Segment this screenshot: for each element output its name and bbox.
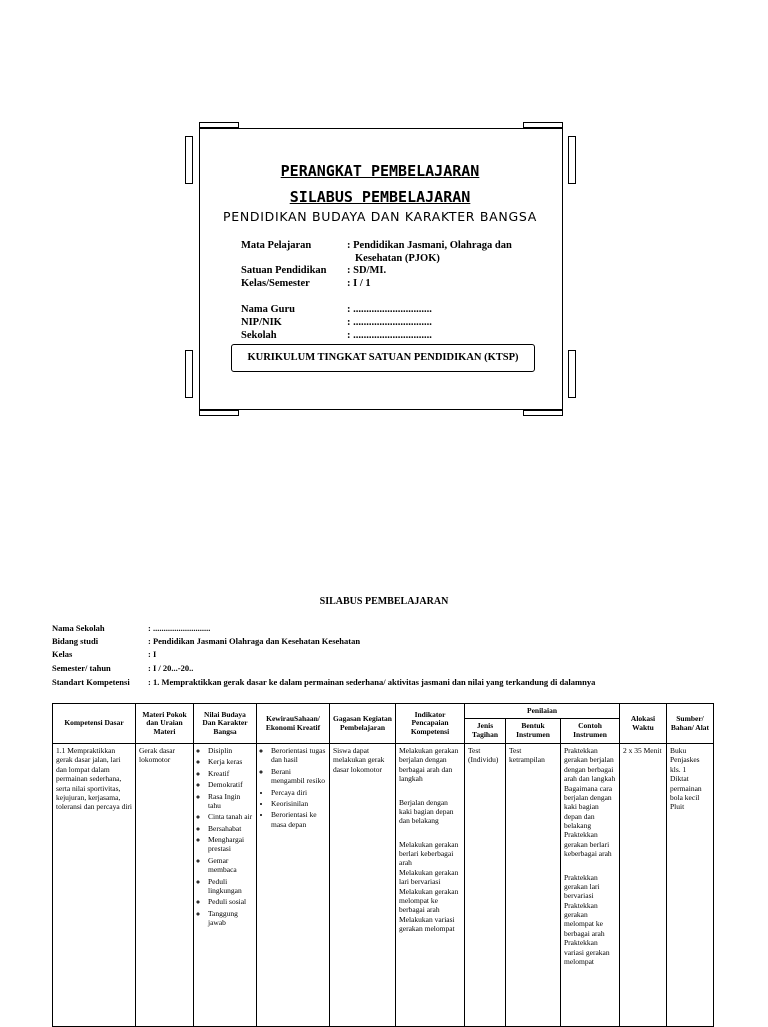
silabus-table [52,703,714,1027]
corner-deco-br-v [568,350,576,398]
kewira-list-disc [260,788,326,830]
silabus-title: SILABUS PEMBELAJARAN [319,596,449,607]
meta-label: Semester/ tahun [52,663,111,673]
list-item: • Percaya diri [271,788,326,797]
contoh-item: Bagaimana cara berjalan dengan kaki bagian depan dan belakang [564,783,613,830]
list-item: • Keorisinilan [271,799,326,808]
contoh-item: Praktekkan gerakan berlari keberbagai arah [564,830,612,859]
info-value: : .............................. [347,330,432,341]
table-header-row [53,704,714,719]
info-label: Kelas/Semester [241,278,310,289]
header-kewirausahaan: KewirauSahaan/ Ekonomi Kreatif [257,704,330,744]
indikator-item: Melakukan gerakan lari bervariasi [399,867,459,887]
cover-title: PERANGKAT PEMBELAJARAN [280,162,480,180]
corner-deco-bl-h [199,410,239,416]
contoh-item: Praktekkan gerakan lari bervariasi [564,872,600,901]
info-label: Nama Guru [241,304,295,315]
info-value: : .............................. [347,317,432,328]
cell-alokasi: 2 x 35 Menit [620,744,667,1027]
cell-kompetensi: 1.1 Mempraktikkan gerak dasar jalan, lari dan lompat dalam permainan sederhana, serta nilai sportivitas, kejujuran, kerjasama, toleransi dan percaya diri [53,744,136,1027]
cell-gagasan: Siswa dapat melakukan gerak dasar lokomotor [330,744,396,1027]
cover-subtitle: SILABUS PEMBELAJARAN [289,188,471,206]
cell-jenis: Test (Individu) [465,744,506,1027]
indikator-item: Berjalan dengan kaki bagian depan dan belakang [399,797,454,826]
meta-nama-sekolah [52,623,210,633]
indikator-item: Melakukan gerakan berlari keberbagai arah [399,839,459,868]
meta-label: Nama Sekolah [52,623,105,633]
cell-materi: Gerak dasar lokomotor [136,744,194,1027]
meta-value: : ........................... [148,623,211,633]
contoh-item: Praktekkan variasi gerakan melompat [564,938,610,966]
header-alokasi: Alokasi Waktu [620,704,667,744]
meta-standart-kompetensi [52,677,595,687]
cell-kewirausahaan [257,744,330,1027]
cell-contoh [561,744,620,1027]
meta-value: : I [148,649,157,659]
list-item: ◦ Tanggung jawab [208,909,253,928]
header-bentuk: Bentuk Instrumen [506,719,561,744]
corner-deco-br-h [523,410,563,416]
info-label: NIP/NIK [241,317,282,328]
list-item: ◦ Peduli sosial [208,897,253,906]
sumber-item: Buku Penjaskes kls. 1 [670,746,700,774]
header-gagasan: Gagasan Kegiatan Pembelajaran [330,704,396,744]
table-row [53,744,714,1027]
header-kompetensi: Kompetensi Dasar [53,704,136,744]
cell-bentuk: Test ketrampilan [506,744,561,1027]
list-item: ◦ Disiplin [208,746,253,755]
list-item: ◦ Berani mengambil resiko [271,767,326,786]
header-materi: Materi Pokok dan Uraian Materi [136,704,194,744]
list-item: ◦ Kreatif [208,769,253,778]
list-item: ◦ Gemar membaca [208,856,253,875]
curriculum-box: KURIKULUM TINGKAT SATUAN PENDIDIKAN (KTSP) [231,344,535,372]
list-item: ◦ Peduli lingkungan [208,877,253,896]
meta-value: : I / 20...-20.. [148,663,194,673]
info-value: : I / 1 [347,278,371,289]
meta-value: : 1. Mempraktikkan gerak dasar ke dalam permainan sederhana/ aktivitas jasmani dan nilai yang terkandung di dalamnya [148,677,596,687]
indikator-item: Melakukan gerakan melompat ke berbagai arah [399,886,459,915]
info-label: Sekolah [241,330,277,341]
meta-label: Bidang studi [52,636,99,646]
meta-value: : Pendidikan Jasmani Olahraga dan Kesehatan Kesehatan [148,636,361,646]
list-item: ◦ Berorientasi tugas dan hasil [271,746,326,765]
nilai-list [197,746,253,927]
meta-semester [52,663,193,673]
cover-subject-heading: PENDIDIKAN BUDAYA DAN KARAKTER BANGSA [223,209,537,224]
corner-deco-tl-h [199,122,239,128]
cell-indikator [396,744,465,1027]
meta-label: Standart Kompetensi [52,677,130,687]
contoh-item: Praktekkan gerakan berjalan dengan berbagai arah dan langkah [564,746,616,784]
header-indikator: Indikator Pencapaian Kompetensi [396,704,465,744]
indikator-item: Melakukan gerakan berjalan dengan berbagai arah dan langkah [399,746,459,784]
header-contoh: Contoh Instrumen [561,719,620,744]
header-jenis: Jenis Tagihan [465,719,506,744]
info-label: Satuan Pendidikan [241,265,327,276]
header-penilaian: Penilaian [465,704,620,719]
list-item: ◦ Cinta tanah air [208,812,253,821]
info-value: : SD/MI. [347,265,387,276]
list-item: ◦ Kerja keras [208,757,253,766]
cell-sumber [667,744,714,1027]
cell-nilai [194,744,257,1027]
list-item: ◦ Bersahabat [208,824,253,833]
sumber-item: Diktat permainan bola kecil [670,774,702,802]
info-label: Mata Pelajaran [241,240,312,251]
indikator-item: Melakukan variasi gerakan melompat [399,914,455,933]
info-value: : Pendidikan Jasmani, Olahraga dan [347,240,512,251]
list-item: • Berorientasi ke masa depan [271,810,326,829]
sumber-item: Pluit [670,802,685,812]
info-value: : .............................. [347,304,432,315]
kewira-list-circle [260,746,326,786]
meta-bidang-studi [52,636,360,646]
info-value: Kesehatan (PJOK) [355,253,440,264]
cover-frame [185,122,575,415]
corner-deco-tr-h [523,122,563,128]
list-item: ◦ Menghargai prestasi [208,835,253,854]
meta-kelas [52,649,156,659]
contoh-item: Praktekkan gerakan melompat ke berbagai arah [564,900,605,938]
header-nilai: Nilai Budaya Dan Karakter Bangsa [194,704,257,744]
corner-deco-bl-v [185,350,193,398]
meta-label: Kelas [52,649,73,659]
list-item: ◦ Rasa Ingin tahu [208,792,253,811]
list-item: ◦ Demokratif [208,780,253,789]
header-sumber: Sumber/ Bahan/ Alat [667,704,714,744]
